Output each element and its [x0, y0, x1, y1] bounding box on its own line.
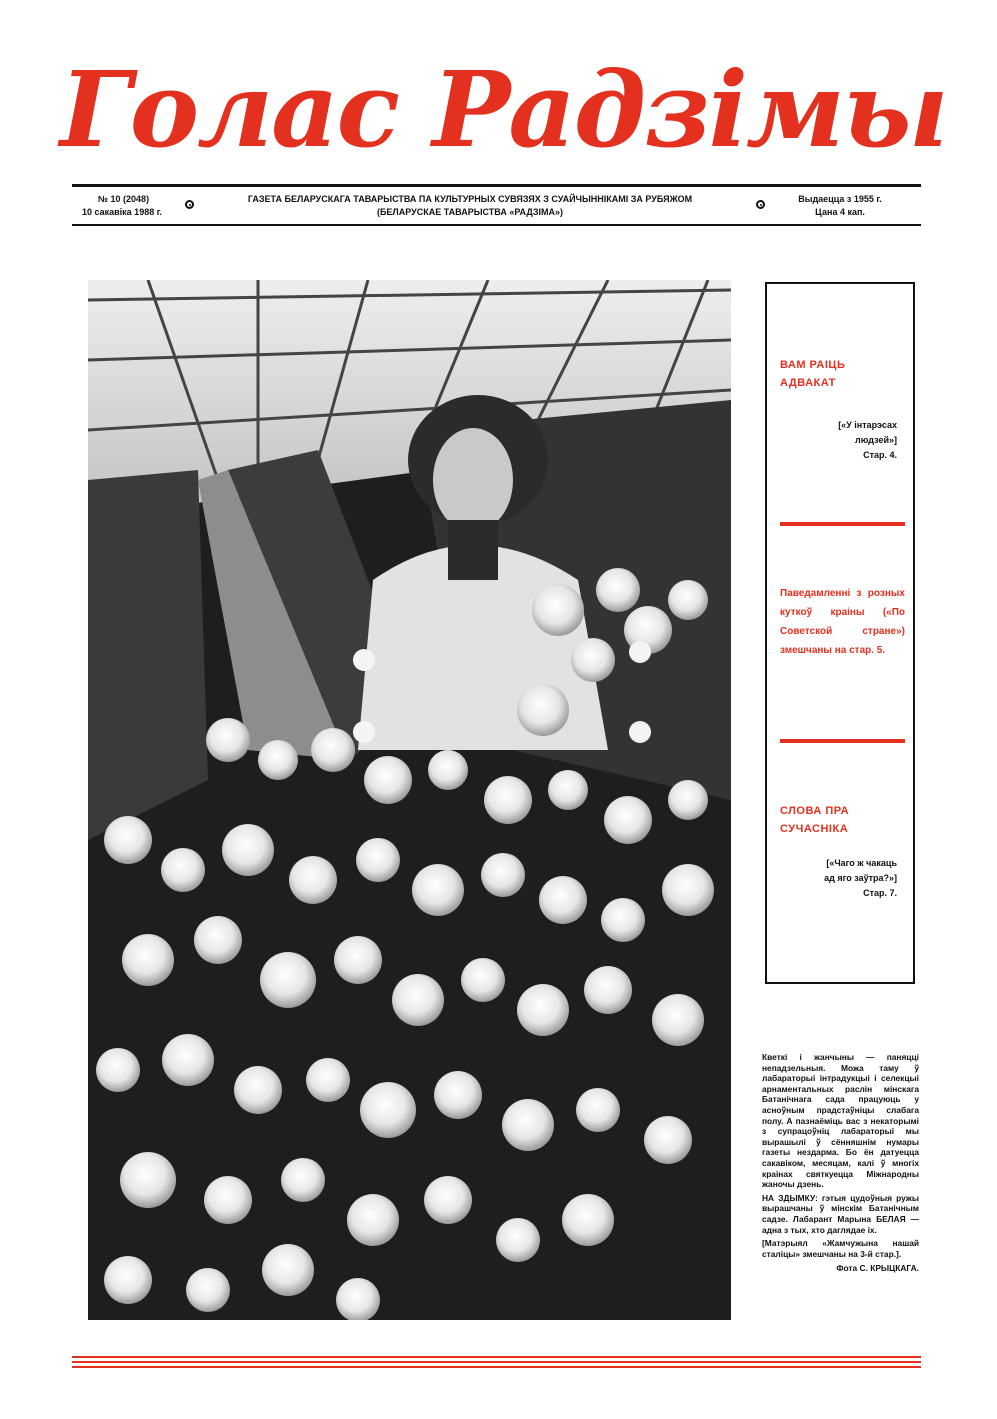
sidebar-ref-1: [«У інтарэсах людзей»] Стар. 4.	[838, 420, 897, 460]
newspaper-subtitle	[205, 193, 735, 219]
newspaper-title: Голас Радзімы	[60, 48, 947, 171]
sidebar-item-2: Паведамленні з розных куткоў краіны («По Советской стране») змешчаны на стар. 5.	[780, 588, 905, 656]
publication-info	[775, 193, 905, 219]
caption-intro: Кветкі і жанчыны — паняцці непадзельныя. Можа таму ў лабараторыі інтрадукцыі і селекцыі арнаментальных раслін мінскага Батанічнага сада працуюць у асноўным прадстаўніцы слабага полу. А пазнаёміць вас з некаторымі з супрацоўніц лабараторыі мы вырашылі ў сённяшнім нумары газеты нездарма. Бо ён датуецца сакавіком, месяцам, калі ў многіх краінах святкуецца Міжнародны жаночы дзень.	[762, 1052, 919, 1190]
header-rule-top	[72, 184, 921, 187]
greenhouse-roses-photo	[88, 280, 731, 1320]
sidebar-divider	[780, 739, 905, 743]
photo-caption	[762, 1052, 919, 1277]
sidebar-divider	[780, 522, 905, 526]
sidebar-heading-3: СЛОВА ПРА СУЧАСНІКА	[780, 805, 850, 835]
issue-date: 10 сакавіка 1988 г.	[82, 207, 163, 217]
caption-photo-description: НА ЗДЫМКУ: гэтыя цудоўныя ружы вырашчаны ў мінскім Батанічным садзе. Лабарант Марына БЕЛАЯ — адна з тых, хто даглядае іх.	[762, 1192, 919, 1235]
bullet-icon	[185, 200, 194, 209]
price: Цана 4 кап.	[815, 207, 865, 217]
sidebar-heading-1: ВАМ РАІЦЬ АДВАКАТ	[780, 359, 846, 389]
footer-rules	[72, 1356, 921, 1371]
masthead	[60, 40, 947, 180]
subtitle-line1: ГАЗЕТА БЕЛАРУСКАГА ТАВАРЫСТВА ПА КУЛЬТУРНЫХ СУВЯЗЯХ З СУАЙЧЫННІКАМІ ЗА РУБЯЖОМ	[247, 194, 693, 204]
since-year: Выдаецца з 1955 г.	[798, 194, 882, 204]
caption-reference: [Матэрыял «Жамчужына нашай сталіцы» змешчаны на 3-й стар.].	[762, 1238, 919, 1259]
front-photo	[88, 280, 731, 1320]
issue-number: № 10 (2048)	[98, 194, 150, 204]
contents-sidebar	[765, 282, 915, 984]
sidebar-ref-3: [«Чаго ж чакаць ад яго заўтра?»] Стар. 7.	[824, 858, 897, 898]
photo-credit: Фота С. КРЫЦКАГА.	[836, 1263, 919, 1274]
bullet-icon	[756, 200, 765, 209]
issue-info	[82, 193, 162, 219]
header-rule-bottom	[72, 224, 921, 226]
subtitle-line2: (БЕЛАРУСКАЕ ТАВАРЫСТВА «РАДЗІМА»)	[376, 207, 564, 217]
